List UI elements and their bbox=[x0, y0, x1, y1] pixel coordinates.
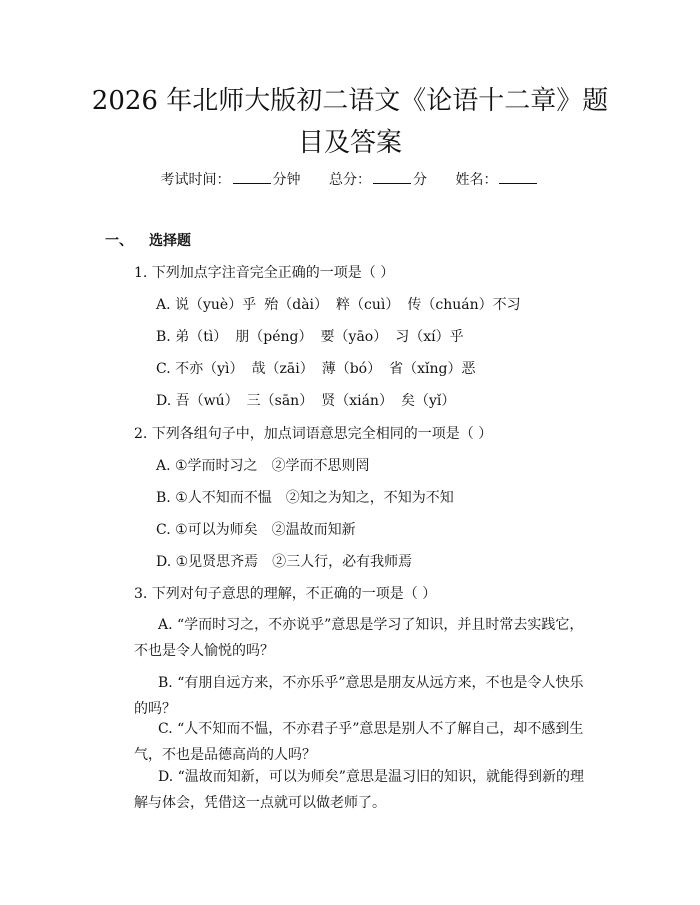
question-1-option-c: C. 不亦（yì） 哉（zāi） 薄（bó） 省（xǐng）恶 bbox=[156, 361, 476, 377]
question-1-option-d: D. 吾（wú） 三（sān） 贤（xián） 矣（yǐ） bbox=[156, 393, 456, 409]
time-blank bbox=[233, 171, 271, 184]
question-3-option-c: C. “人不知而不愠，不亦君子乎”意思是别人不了解自己，却不感到生气，不也是品德高尚的人吗？ bbox=[134, 721, 584, 763]
question-2-stem: 2. 下列各组句子中，加点词语意思完全相同的一项是（ ） bbox=[134, 426, 493, 442]
question-1-stem: 1. 下列加点字注音完全正确的一项是（ ） bbox=[134, 265, 395, 281]
name-blank bbox=[499, 171, 537, 184]
question-3-stem: 3. 下列对句子意思的理解，不正确的一项是（ ） bbox=[134, 586, 437, 602]
question-1-option-a: A. 说（yuè）乎 殆（dài） 粹（cuì） 传（chuán）不习 bbox=[156, 297, 521, 313]
question-2-option-a: A. ①学而时习之 ②学而不思则罔 bbox=[156, 458, 370, 474]
question-1-option-b: B. 弟（tì） 朋（péng） 要（yāo） 习（xí）乎 bbox=[156, 329, 464, 345]
title-line-1: 2026 年北师大版初二语文《论语十二章》题 bbox=[91, 86, 609, 116]
student-name: 姓名： bbox=[455, 172, 539, 188]
question-2-option-d: D. ①见贤思齐焉 ②三人行，必有我师焉 bbox=[156, 554, 413, 570]
question-2-option-c: C. ①可以为师矣 ②温故而知新 bbox=[156, 522, 356, 538]
page-title bbox=[60, 80, 640, 164]
question-3-option-a: A. “学而时习之，不亦说乎”意思是学习了知识，并且时常去实践它，不也是令人愉悦的吗？ bbox=[134, 617, 584, 659]
question-3-option-d: D. “温故而知新，可以为师矣”意思是温习旧的知识，就能得到新的理解与体会，凭借这一点就可以做老师了。 bbox=[134, 769, 584, 811]
exam-meta bbox=[0, 169, 700, 189]
question-3-option-b: B. “有朋自远方来，不亦乐乎”意思是朋友从远方来，不也是令人快乐的吗？ bbox=[134, 675, 584, 717]
question-2-option-b: B. ①人不知而不愠 ②知之为知之，不知为不知 bbox=[156, 490, 454, 506]
section-heading: 一、 选择题 bbox=[105, 233, 191, 249]
score-blank bbox=[373, 171, 411, 184]
total-score: 总分： 分 bbox=[329, 172, 427, 188]
title-line-2: 目及答案 bbox=[297, 128, 402, 158]
exam-time: 考试时间： 分钟 bbox=[160, 172, 301, 188]
